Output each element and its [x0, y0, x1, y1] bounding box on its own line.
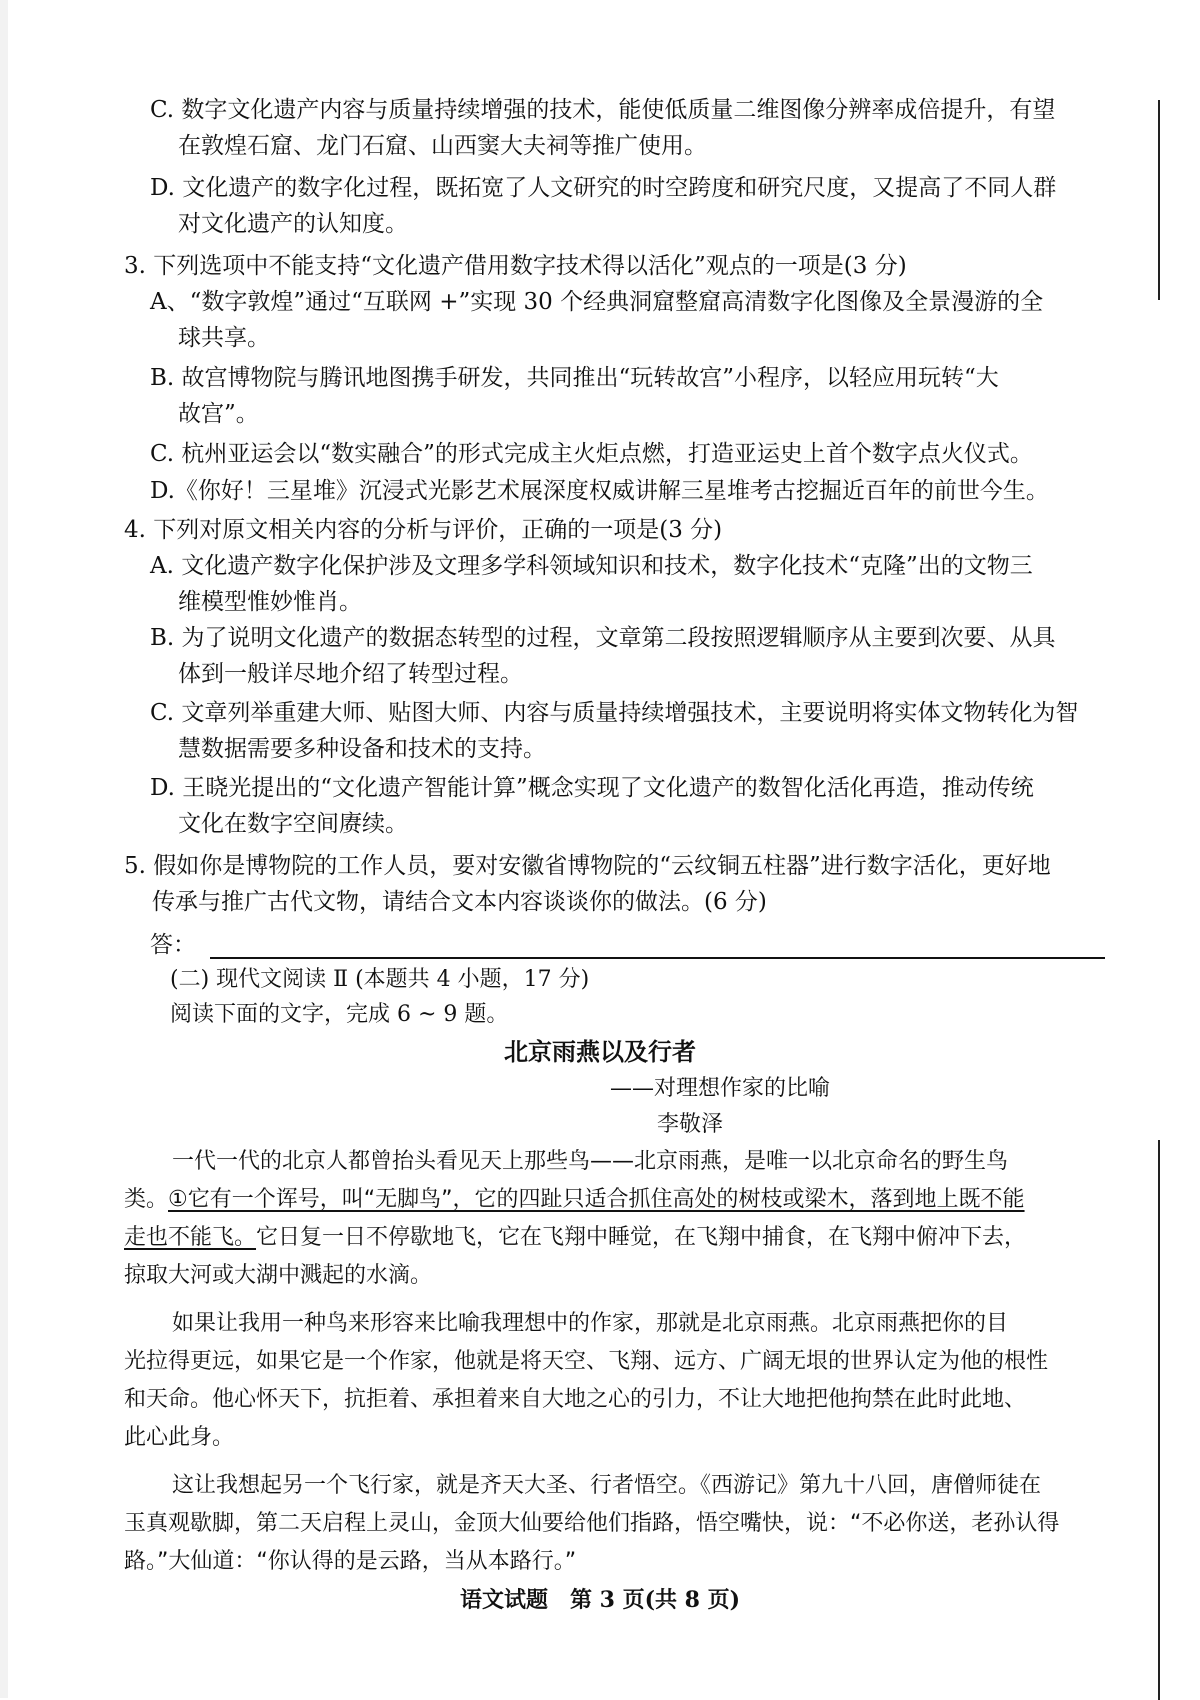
q2-option-d — [150, 170, 1110, 242]
p1-line4: 掠取大河或大湖中溅起的水滴。 — [124, 1263, 433, 1288]
p3-line2: 玉真观歇脚，第二天启程上灵山，金顶大仙要给他们指路，悟空嘴快，说：“不必你送，老孙认得 — [124, 1511, 1060, 1536]
article-passage — [124, 1143, 1114, 1581]
answer-label: 答： — [150, 932, 196, 958]
p3-line3: 路。”大仙道：“你认得的是云路，当从本路行。” — [124, 1549, 577, 1574]
p1-line1: 一代一代的北京人都曾抬头看见天上那些鸟——北京雨燕，是唯一以北京命名的野生鸟 — [172, 1149, 1009, 1174]
p1-line3 — [124, 1219, 1114, 1257]
p2-line2: 光拉得更远，如果它是一个作家，他就是将天空、飞翔、远方、广阔无垠的世界认定为他的根性 — [124, 1349, 1049, 1374]
q3-stem: 3. 下列选项中不能支持“文化遗产借用数字技术得以活化”观点的一项是(3 分) — [124, 253, 907, 279]
q5-line1: 5. 假如你是博物院的工作人员，要对安徽省博物院的“云纹铜五柱器”进行数字活化，更好地 — [124, 853, 1051, 879]
p1-line3-plain: 它日复一日不停歇地飞，它在飞翔中睡觉，在飞翔中捕食，在飞翔中俯冲下去， — [256, 1225, 1027, 1250]
q2-c-line2: 在敦煌石窟、龙门石窟、山西窦大夫祠等推广使用。 — [178, 133, 707, 159]
q4-b-line1: B. 为了说明文化遗产的数据态转型的过程，文章第二段按照逻辑顺序从主要到次要、从具 — [150, 625, 1056, 651]
p1-line2 — [124, 1181, 1114, 1219]
q4-option-d — [150, 770, 1110, 842]
q4-c-line2: 慧数据需要多种设备和技术的支持。 — [178, 736, 546, 762]
q3-b-line1: B. 故宫博物院与腾讯地图携手研发，共同推出“玩转故宫”小程序，以轻应用玩转“大 — [150, 365, 999, 391]
p1-line2-plain: 类。 — [124, 1187, 169, 1212]
q3-a-line1: A、“数字敦煌”通过“互联网 +”实现 30 个经典洞窟整窟高清数字化图像及全景漫游的全 — [150, 289, 1044, 315]
q3-option-d: D.《你好！三星堆》沉浸式光影艺术展深度权威讲解三星堆考古挖掘近百年的前世今生。 — [150, 478, 1049, 504]
scan-edge — [0, 0, 8, 1698]
q4-c-line1: C. 文章列举重建大师、贴图大师、内容与质量持续增强技术，主要说明将实体文物转化为智 — [150, 700, 1079, 726]
page-footer: 语文试题 第 3 页(共 8 页) — [459, 1587, 741, 1613]
article-title: 北京雨燕以及行者 — [504, 1037, 696, 1066]
q3-option-a — [150, 284, 1110, 356]
q3-option-c: C. 杭州亚运会以“数实融合”的形式完成主火炬点燃，打造亚运史上首个数字点火仪式。 — [150, 441, 1033, 467]
q2-c-line1: C. 数字文化遗产内容与质量持续增强的技术，能使低质量二维图像分辨率成倍提升，有望 — [150, 97, 1056, 123]
q5-line2: 传承与推广古代文物，请结合文本内容谈谈你的做法。(6 分) — [152, 889, 767, 915]
q4-stem: 4. 下列对原文相关内容的分析与评价，正确的一项是(3 分) — [124, 517, 723, 543]
q2-d-line2: 对文化遗产的认知度。 — [178, 211, 408, 237]
p2-line1: 如果让我用一种鸟来形容来比喻我理想中的作家，那就是北京雨燕。北京雨燕把你的目 — [172, 1311, 1009, 1336]
p2-line4: 此心此身。 — [124, 1425, 235, 1450]
q5-stem — [124, 848, 1114, 920]
q4-option-a — [150, 548, 1110, 620]
q4-d-line1: D. 王晓光提出的“文化遗产智能计算”概念实现了文化遗产的数智化活化再造，推动传统 — [150, 775, 1034, 801]
q3-b-line2: 故宫”。 — [178, 401, 259, 427]
underlined-sentence-1a: ①它有一个诨号，叫“无脚鸟”，它的四趾只适合抓住高处的树枝或梁木，落到地上既不能 — [168, 1187, 1025, 1212]
section-heading: (二) 现代文阅读 Ⅱ (本题共 4 小题，17 分) — [170, 967, 590, 992]
q4-a-line1: A. 文化遗产数字化保护涉及文理多学科领域知识和技术，数字化技术“克隆”出的文物三 — [150, 553, 1033, 579]
article-subtitle: ——对理想作家的比喻 — [609, 1076, 830, 1101]
q4-a-line2: 维模型惟妙惟肖。 — [178, 589, 362, 615]
section-instruction: 阅读下面的文字，完成 6 ~ 9 题。 — [170, 1002, 509, 1027]
q4-d-line2: 文化在数字空间赓续。 — [178, 811, 408, 837]
q4-b-line2: 体到一般详尽地介绍了转型过程。 — [178, 661, 523, 687]
q4-option-c — [150, 695, 1110, 767]
p3-line1: 这让我想起另一个飞行家，就是齐天大圣、行者悟空。《西游记》第九十八回，唐僧师徒在 — [172, 1473, 1042, 1498]
q2-option-c — [150, 92, 1110, 164]
p2-line3: 和天命。他心怀天下，抗拒着、承担着来自大地之心的引力，不让大地把他拘禁在此时此地、 — [124, 1387, 1027, 1412]
margin-rule-top — [1158, 100, 1160, 300]
q2-d-line1: D. 文化遗产的数字化过程，既拓宽了人文研究的时空跨度和研究尺度，又提高了不同人群 — [150, 175, 1057, 201]
answer-line — [210, 957, 1105, 959]
q3-option-b — [150, 360, 1110, 432]
q4-option-b — [150, 620, 1110, 692]
q5-answer-area[interactable] — [150, 927, 1110, 963]
q3-a-line2: 球共享。 — [178, 325, 270, 351]
underlined-sentence-1b: 走也不能飞。 — [124, 1225, 257, 1250]
article-author: 李敬泽 — [656, 1112, 723, 1137]
